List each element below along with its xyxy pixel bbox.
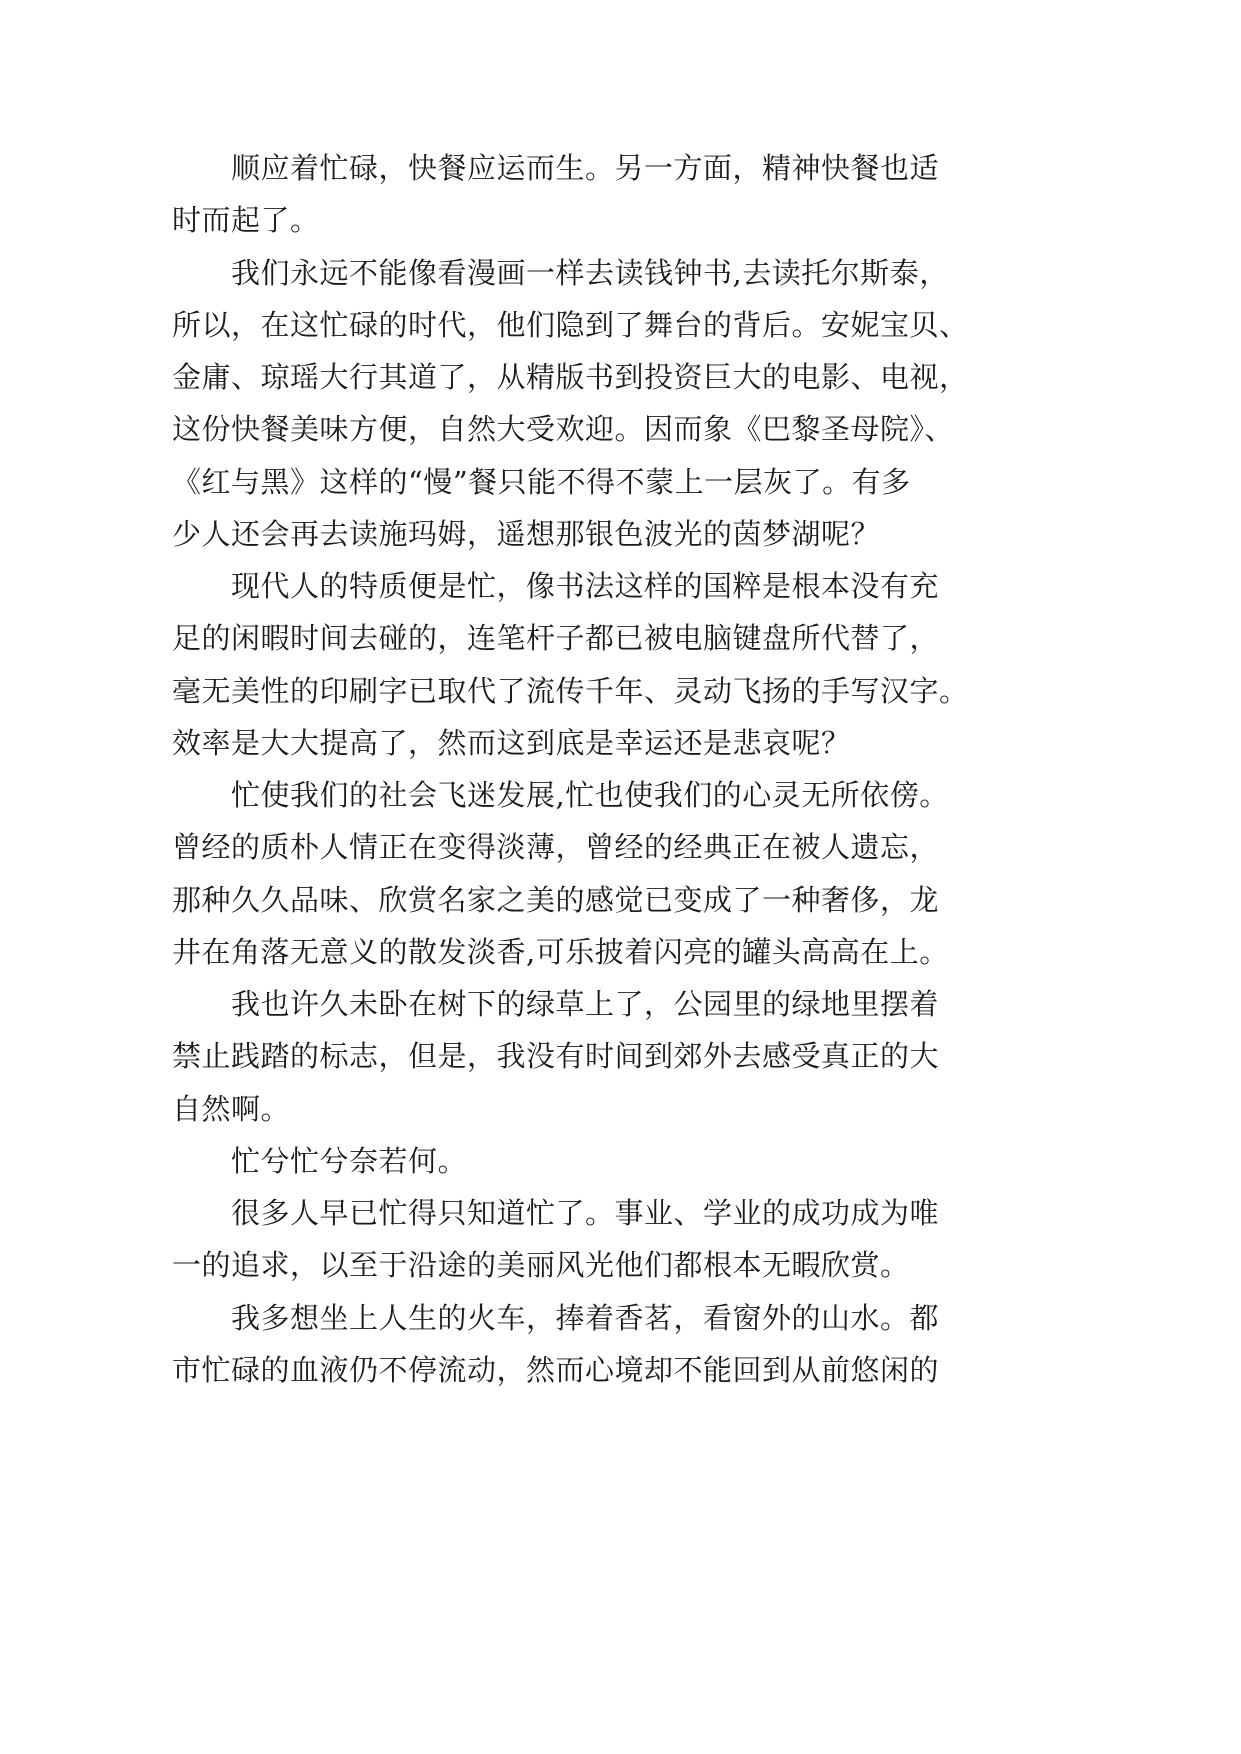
text-line: 现代人的特质便是忙，像书法这样的国粹是根本没有充 <box>231 569 940 603</box>
text-line: 我们永远不能像看漫画一样去读钱钟书,去读托尔斯泰， <box>231 255 949 290</box>
text-line: 效率是大大提高了，然而这到底是幸运还是悲哀呢？ <box>172 725 851 760</box>
paragraph-4 <box>172 769 1032 978</box>
text-line: 很多人早已忙得只知道忙了。事业、学业的成功成为唯 <box>231 1196 940 1230</box>
text-line: 曾经的质朴人情正在变得淡薄，曾经的经典正在被人遗忘， <box>172 830 940 865</box>
text-line: 禁止践踏的标志，但是，我没有时间到郊外去感受真正的大 <box>172 1039 940 1074</box>
paragraph-2 <box>172 247 1032 561</box>
paragraph-6 <box>172 1135 1032 1187</box>
paragraph-7 <box>172 1187 1032 1292</box>
paragraph-8 <box>172 1292 1032 1397</box>
text-line: 市忙碌的血液仍不停流动，然而心境却不能回到从前悠闲的 <box>172 1352 940 1387</box>
text-line: 毫无美性的印刷字已取代了流传千年、灵动飞扬的手写汉字。 <box>172 673 969 708</box>
text-line: 那种久久品味、欣赏名家之美的感觉已变成了一种奢侈，龙 <box>172 882 940 917</box>
text-line: 忙使我们的社会飞迷发展,忙也使我们的心灵无所依傍。 <box>231 778 949 812</box>
text-line: 自然啊。 <box>172 1091 291 1126</box>
text-line: 忙兮忙兮奈若何。 <box>231 1143 468 1178</box>
paragraph-3 <box>172 560 1032 769</box>
paragraph-5 <box>172 978 1032 1135</box>
text-line: 少人还会再去读施玛姆，遥想那银色波光的茵梦湖呢？ <box>172 516 881 551</box>
paragraph-1 <box>172 142 1032 247</box>
text-line: 所以，在这忙碌的时代，他们隐到了舞台的背后。安妮宝贝、 <box>172 307 969 342</box>
text-line: 顺应着忙碌，快餐应运而生。另一方面，精神快餐也适 <box>231 151 940 185</box>
text-line: 金庸、琼瑶大行其道了，从精版书到投资巨大的电影、电视， <box>172 360 969 394</box>
text-line: 井在角落无意义的散发淡香,可乐披着闪亮的罐头高高在上。 <box>172 934 949 969</box>
text-line: 足的闲暇时间去碰的，连笔杆子都已被电脑键盘所代替了， <box>172 621 940 656</box>
body-text <box>172 142 1032 1396</box>
text-line: 我多想坐上人生的火车，捧着香茗，看窗外的山水。都 <box>231 1300 940 1335</box>
text-line: 我也许久未卧在树下的绿草上了，公园里的绿地里摆着 <box>231 987 940 1021</box>
text-line: 《红与黑》这样的“慢”餐只能不得不蒙上一层灰了。有多 <box>172 464 911 499</box>
text-line: 时而起了。 <box>172 203 320 238</box>
text-line: 这份快餐美味方便，自然大受欢迎。因而象《巴黎圣母院》、 <box>172 412 955 447</box>
text-line: 一的追求，以至于沿途的美丽风光他们都根本无暇欣赏。 <box>172 1248 910 1283</box>
